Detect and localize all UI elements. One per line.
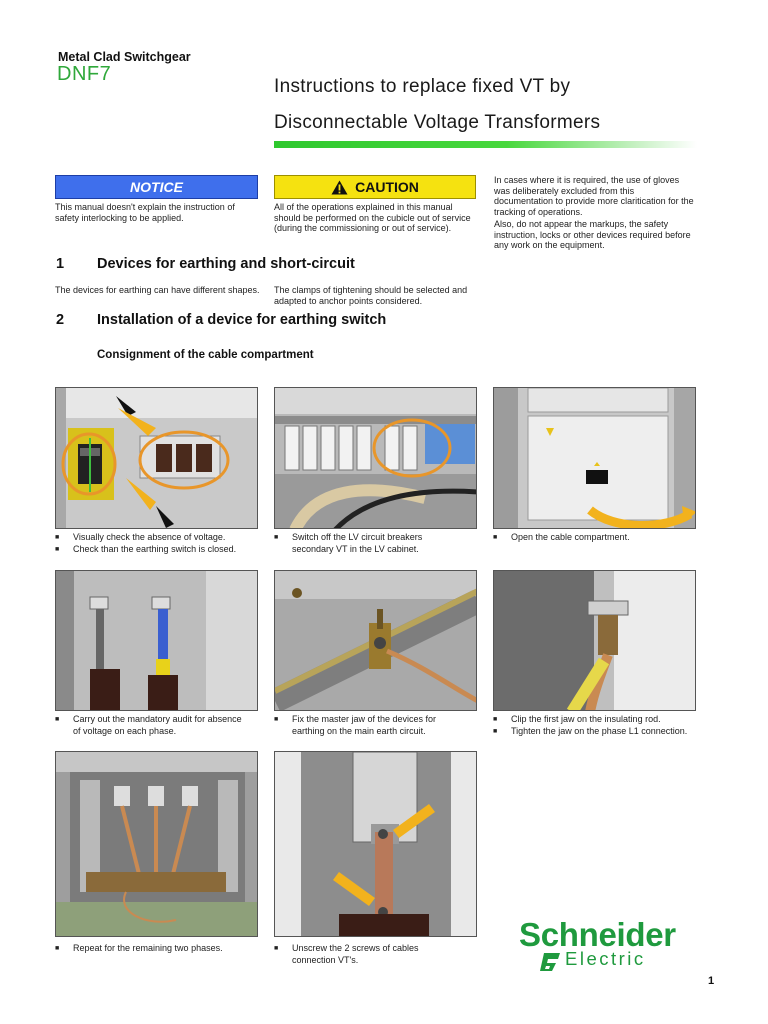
caution-label: CAUTION (355, 179, 419, 195)
title-green-rule (274, 141, 697, 148)
caption-line: Carry out the mandatory audit for absence of voltage on each phase. (73, 714, 242, 736)
caption-voltage-check (55, 532, 265, 555)
caution-banner (274, 175, 476, 199)
schneider-mark-icon (536, 951, 562, 973)
caption-line: Tighten the jaw on the phase L1 connection. (511, 725, 688, 736)
caution-text: All of the operations explained in this manual should be performed on the cubicle out of service (during the commissioning or out of service). (274, 202, 471, 233)
model-name: DNF7 (57, 63, 112, 85)
bullet-marker: ■ (493, 716, 498, 723)
caption-unscrew-vt (274, 943, 454, 966)
photo-unscrew-vt (274, 751, 477, 937)
caption-line: Fix the master jaw of the devices for earthing on the main earth circuit. (292, 714, 437, 736)
document-title-line2: Disconnectable Voltage Transformers (274, 112, 601, 133)
caption-line: Open the cable compartment. (511, 532, 630, 542)
warning-triangle-icon (331, 180, 348, 195)
bullet-marker: ■ (55, 534, 60, 541)
section1-col1: The devices for earthing can have different shapes. (55, 285, 260, 295)
caption-line: Switch off the LV circuit breakers secondary VT in the LV cabinet. (292, 532, 423, 554)
section2-subtitle: Consignment of the cable compartment (97, 349, 314, 361)
caption-remaining-phases (55, 943, 255, 955)
notice-label: NOTICE (130, 179, 183, 195)
section1-title: Devices for earthing and short-circuit (97, 256, 355, 272)
caption-open-compartment (493, 532, 693, 544)
bullet-marker: ■ (55, 716, 60, 723)
photo-cable-compartment (493, 387, 696, 529)
caption-line: Visually check the absence of voltage. (73, 532, 226, 542)
notice-banner (55, 175, 258, 199)
photo-lv-breakers (274, 387, 477, 529)
photo-insulating-rod (493, 570, 696, 711)
caption-lv-breakers (274, 532, 464, 555)
bullet-marker: ■ (55, 545, 60, 553)
photo-voltage-check (55, 387, 258, 529)
bullet-marker: ■ (274, 716, 279, 723)
document-title-line1: Instructions to replace fixed VT by (274, 76, 571, 97)
caption-master-jaw (274, 714, 464, 737)
photo-master-jaw (274, 570, 477, 711)
photo-remaining-phases (55, 751, 258, 937)
section2-number: 2 (56, 312, 65, 328)
caption-line: Clip the first jaw on the insulating rod. (511, 714, 661, 724)
caption-insulating-rod (493, 714, 703, 737)
bullet-marker: ■ (274, 534, 279, 541)
section1-number: 1 (56, 256, 65, 272)
gloves-paragraph: In cases where it is required, the use of gloves was deliberately excluded from this documentation to provide more claritication for the tracking of operations. (494, 175, 694, 217)
section1-col2: The clamps of tightening should be selected and adapted to anchor points considered. (274, 285, 468, 306)
section2-title: Installation of a device for earthing switch (97, 312, 387, 328)
caption-line: Repeat for the remaining two phases. (73, 943, 223, 953)
bullet-marker: ■ (55, 945, 60, 952)
caption-line: Unscrew the 2 screws of cables connection VT's. (292, 943, 419, 965)
bullet-marker: ■ (493, 727, 498, 735)
photo-voltage-audit (55, 570, 258, 711)
brand-sub: Electric (565, 948, 646, 969)
product-line: Metal Clad Switchgear (58, 50, 191, 64)
page-number: 1 (708, 975, 715, 987)
schneider-electric-logo (519, 918, 709, 970)
caption-line: Check than the earthing switch is closed. (73, 543, 237, 554)
notice-text: This manual doesn't explain the instruction of safety interlocking to be applied. (55, 202, 235, 223)
bullet-marker: ■ (493, 534, 498, 541)
bullet-marker: ■ (274, 945, 279, 952)
brand-name: Schneider (519, 916, 676, 953)
caption-voltage-audit (55, 714, 245, 737)
markups-paragraph: Also, do not appear the markups, the safety instruction, locks or other devices required before any work on the equipment. (494, 219, 691, 250)
